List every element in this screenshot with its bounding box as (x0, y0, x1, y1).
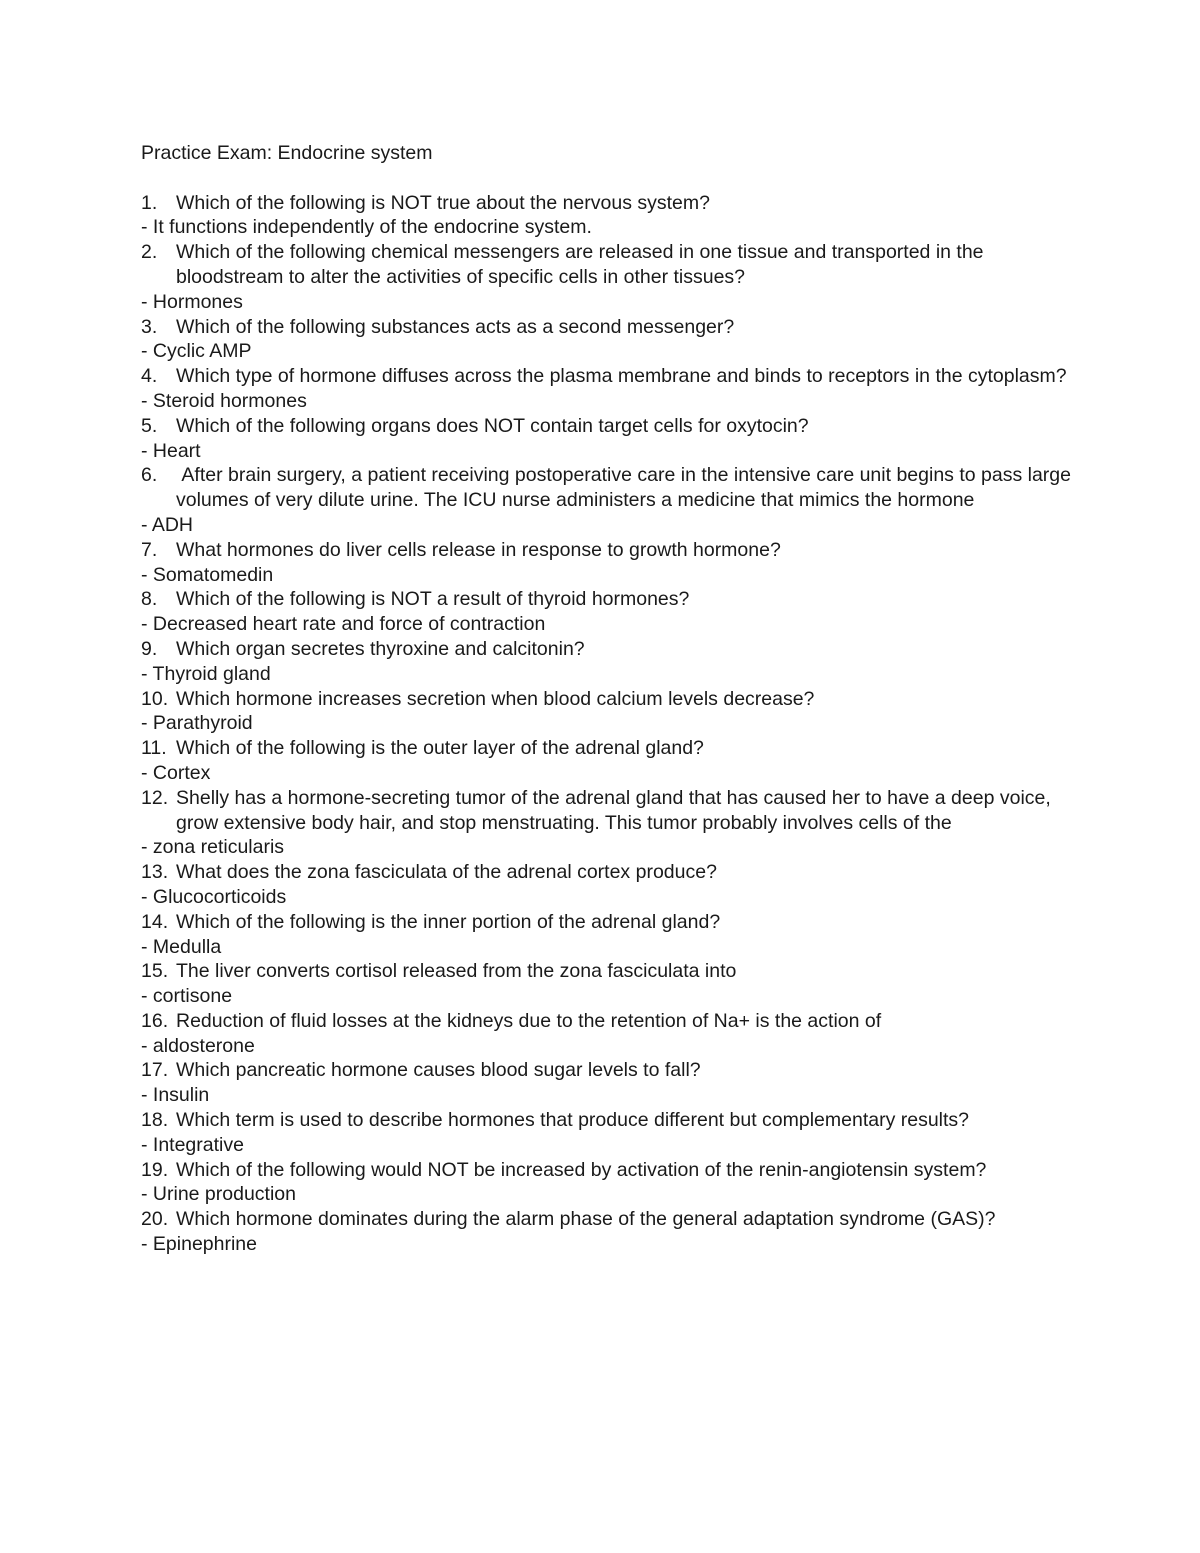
question-text: Which of the following substances acts as a second messenger? (176, 315, 735, 338)
answer-text: - Heart (141, 439, 201, 462)
question-number: 1. (141, 191, 158, 214)
answer-text: - cortisone (141, 985, 233, 1008)
question-item (141, 1009, 1071, 1034)
answer-text: - Decreased heart rate and force of contraction (141, 613, 546, 636)
question-number: 6. (141, 464, 158, 487)
answer-text: - Cortex (141, 761, 211, 784)
question-item (141, 315, 1071, 340)
question-number: 3. (141, 315, 158, 338)
question-number: 19. (141, 1158, 169, 1181)
question-item (141, 1207, 1071, 1232)
answer-text: - Insulin (141, 1084, 210, 1107)
question-number: 7. (141, 538, 158, 561)
answer-text: - Somatomedin (141, 563, 274, 586)
answer-text: - Glucocorticoids (141, 885, 287, 908)
question-number: 8. (141, 588, 158, 611)
document-title: Practice Exam: Endocrine system (141, 142, 433, 164)
question-text: Which of the following chemical messengers are released in one tissue and transported in the bloodstream to alter the activities of specific cells in other tissues? (176, 241, 989, 288)
question-item (141, 910, 1071, 935)
question-item (141, 364, 1071, 389)
document-page (141, 141, 1077, 1257)
question-item (141, 1058, 1071, 1083)
question-number: 5. (141, 414, 158, 437)
question-number: 17. (141, 1059, 169, 1082)
question-item (141, 1158, 1071, 1183)
question-number: 16. (141, 1009, 169, 1032)
question-text: Which pancreatic hormone causes blood sugar levels to fall? (176, 1059, 701, 1082)
question-item (141, 736, 1071, 761)
question-number: 14. (141, 910, 169, 933)
answer-text: - Epinephrine (141, 1233, 257, 1256)
question-item (141, 587, 1071, 612)
question-item (141, 240, 1071, 290)
question-text: Which hormone dominates during the alarm phase of the general adaptation syndrome (GAS)? (176, 1208, 996, 1231)
question-number: 12. (141, 786, 169, 809)
question-item (141, 463, 1077, 513)
question-item (141, 1108, 1071, 1133)
question-text: Which of the following organs does NOT contain target cells for oxytocin? (176, 414, 809, 437)
question-number: 10. (141, 687, 169, 710)
answer-text: - Urine production (141, 1183, 296, 1206)
answer-text: - Parathyroid (141, 712, 253, 735)
answer-text: - Hormones (141, 290, 243, 313)
answer-text: - Steroid hormones (141, 389, 307, 412)
question-number: 15. (141, 960, 169, 983)
question-text: What hormones do liver cells release in response to growth hormone? (176, 538, 781, 561)
question-item (141, 860, 1071, 885)
question-item (141, 414, 1071, 439)
answer-text: - It functions independently of the endocrine system. (141, 216, 592, 239)
question-text: Which of the following would NOT be increased by activation of the renin-angiotensin system? (176, 1158, 987, 1181)
question-number: 11. (141, 737, 167, 760)
question-text: After brain surgery, a patient receiving postoperative care in the intensive care unit begins to pass large volumes of very dilute urine. The ICU nurse administers a medicine that mimics the hormone (176, 464, 1077, 512)
question-text: Reduction of fluid losses at the kidneys due to the retention of Na+ is the action of (176, 1009, 882, 1032)
question-text: Which term is used to describe hormones that produce different but complementary results? (176, 1109, 970, 1132)
question-text: What does the zona fasciculata of the adrenal cortex produce? (176, 861, 717, 884)
question-text: Which hormone increases secretion when blood calcium levels decrease? (176, 687, 815, 710)
question-number: 4. (141, 365, 158, 388)
question-text: Which of the following is the inner portion of the adrenal gland? (176, 910, 721, 933)
answer-text: - zona reticularis (141, 836, 285, 859)
question-item (141, 637, 1071, 662)
answer-text: - Medulla (141, 935, 222, 958)
question-text: Which of the following is the outer layer of the adrenal gland? (176, 737, 704, 760)
question-number: 9. (141, 637, 158, 660)
question-number: 20. (141, 1208, 169, 1231)
question-text: Which type of hormone diffuses across the plasma membrane and binds to receptors in the cytoplasm? (176, 365, 1067, 388)
answer-text: - Cyclic AMP (141, 340, 252, 363)
question-text: Which organ secretes thyroxine and calcitonin? (176, 637, 585, 660)
question-number: 2. (141, 241, 158, 264)
question-item (141, 959, 1071, 984)
question-item (141, 538, 1071, 563)
answer-text: - Thyroid gland (141, 662, 271, 685)
question-item (141, 191, 1071, 216)
question-item (141, 786, 1071, 836)
question-text: Which of the following is NOT a result of thyroid hormones? (176, 588, 690, 611)
answer-text: - Integrative (141, 1133, 244, 1156)
answer-text: - aldosterone (141, 1034, 255, 1057)
question-number: 18. (141, 1109, 169, 1132)
answer-text: - ADH (141, 513, 194, 536)
question-text: Which of the following is NOT true about the nervous system? (176, 191, 710, 214)
question-list (141, 191, 1077, 1257)
question-number: 13. (141, 861, 169, 884)
question-item (141, 687, 1071, 712)
question-text: Shelly has a hormone-secreting tumor of the adrenal gland that has caused her to have a deep voice, grow extensive body hair, and stop menstruating. This tumor probably involves cells of the (176, 786, 1057, 834)
question-text: The liver converts cortisol released from the zona fasciculata into (176, 960, 737, 983)
